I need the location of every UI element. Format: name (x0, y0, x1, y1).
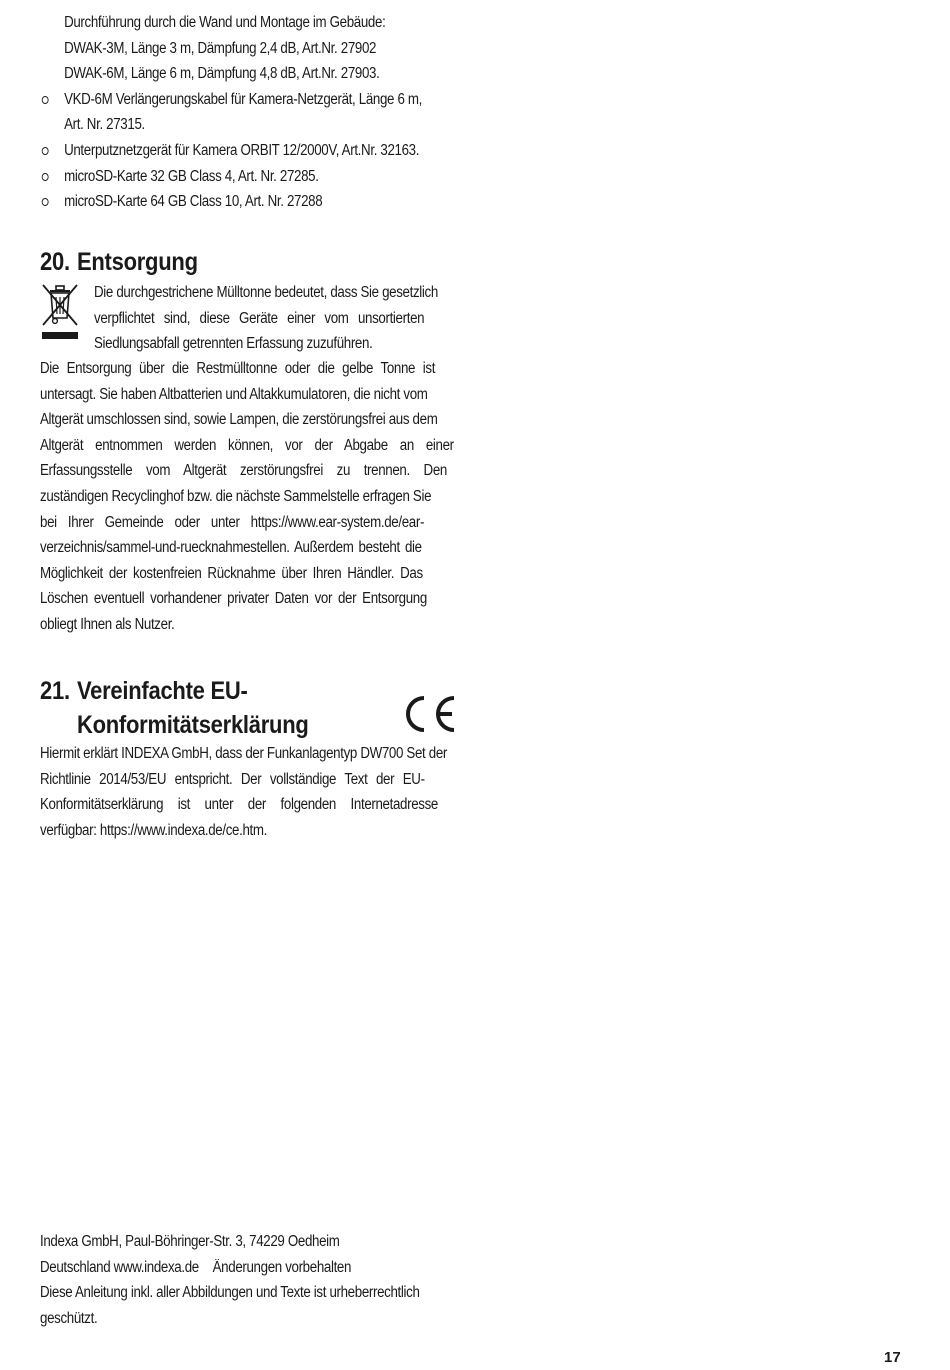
paragraph-line: Erfassungsstelle vom Altgerät zerstörungsfrei zu trennen. Den (40, 462, 447, 480)
list-item: Unterputznetzgerät für Kamera ORBIT 12/2000V, Art.Nr. 32163. (40, 138, 482, 164)
paragraph-line: bei Ihrer Gemeinde oder unter https://www.ear-system.de/ear- (40, 513, 425, 531)
list-item: microSD-Karte 64 GB Class 10, Art. Nr. 27288 (40, 189, 482, 215)
section-number: 20. (40, 248, 70, 276)
footer-copyright: Diese Anleitung inkl. aller Abbildungen und Texte ist urheberrechtlich (40, 1284, 420, 1302)
footer (40, 1229, 458, 1331)
bullet-icon (42, 96, 49, 104)
ce-mark-icon (400, 692, 460, 736)
paragraph-line: Altgerät umschlossen sind, sowie Lampen, die zerstörungsfrei aus dem (40, 411, 438, 429)
bullet-icon (42, 198, 49, 206)
paragraph-line: Altgerät entnommen werden können, vor der Abgabe an einer (40, 436, 454, 454)
accessory-text: Durchführung durch die Wand und Montage im Gebäude: (64, 14, 386, 31)
bullet-icon (42, 173, 49, 181)
page-number: 17 (884, 1349, 901, 1366)
paragraph-line: verzeichnis/sammel-und-ruecknahmestellen. Außerdem besteht die (40, 539, 422, 557)
paragraph-line: obliegt Ihnen als Nutzer. (40, 615, 175, 633)
paragraph-line: Die Entsorgung über die Restmülltonne oder die gelbe Tonne ist (40, 360, 436, 377)
bullet-icon (42, 147, 49, 155)
disposal-paragraph (40, 356, 458, 638)
section-title: Konformitätserklärung (76, 711, 309, 739)
footer-copyright: geschützt. (40, 1309, 98, 1327)
conformity-paragraph (40, 741, 458, 843)
weee-text: Die durchgestrichene Mülltonne bedeutet, dass Sie gesetzlich (94, 284, 438, 301)
paragraph-line: Konformitätserklärung ist unter der folgenden Internetadresse (40, 796, 439, 814)
crossed-out-wheelie-bin-icon (40, 282, 80, 344)
list-item: VKD-6M Verlängerungskabel für Kamera-Netzgerät, Länge 6 m, (40, 87, 482, 113)
section-heading-20 (40, 248, 458, 277)
paragraph-line: Löschen eventuell vorhandener privater Daten vor der Entsorgung (40, 590, 427, 608)
weee-text: verpflichtet sind, diese Geräte einer vom unsortierten (94, 309, 425, 327)
paragraph-line: Richtlinie 2014/53/EU entspricht. Der vollständige Text der EU- (40, 770, 425, 788)
paragraph-line: Hiermit erklärt INDEXA GmbH, dass der Funkanlagentyp DW700 Set der (40, 745, 447, 762)
section-title: Vereinfachte EU- (76, 677, 248, 705)
list-item-continuation: Art. Nr. 27315. (64, 116, 145, 134)
section-number: 21. (40, 677, 70, 705)
paragraph-line: zuständigen Recyclinghof bzw. die nächste Sammelstelle erfragen Sie (40, 487, 432, 505)
weee-text: Siedlungsabfall getrennten Erfassung zuzuführen. (94, 335, 373, 353)
section-heading-21 (40, 674, 458, 742)
footer-address: Indexa GmbH, Paul-Böhringer-Str. 3, 74229 Oedheim (40, 1233, 340, 1250)
accessory-text: DWAK-3M, Länge 3 m, Dämpfung 2,4 dB, Art.Nr. 27902 (64, 39, 377, 57)
paragraph-line: verfügbar: https://www.indexa.de/ce.htm. (40, 821, 268, 839)
footer-website: Deutschland www.indexa.de Änderungen vorbehalten (40, 1258, 352, 1276)
paragraph-line: untersagt. Sie haben Altbatterien und Altakkumulatoren, die nicht vom (40, 385, 428, 403)
weee-notice (94, 280, 458, 357)
accessory-text: DWAK-6M, Länge 6 m, Dämpfung 4,8 dB, Art.Nr. 27903. (64, 65, 380, 83)
list-item: microSD-Karte 32 GB Class 4, Art. Nr. 27285. (40, 164, 482, 190)
paragraph-line: Möglichkeit der kostenfreien Rücknahme über Ihren Händler. Das (40, 564, 423, 582)
section-title: Entsorgung (76, 248, 198, 276)
accessories-list (40, 10, 458, 215)
